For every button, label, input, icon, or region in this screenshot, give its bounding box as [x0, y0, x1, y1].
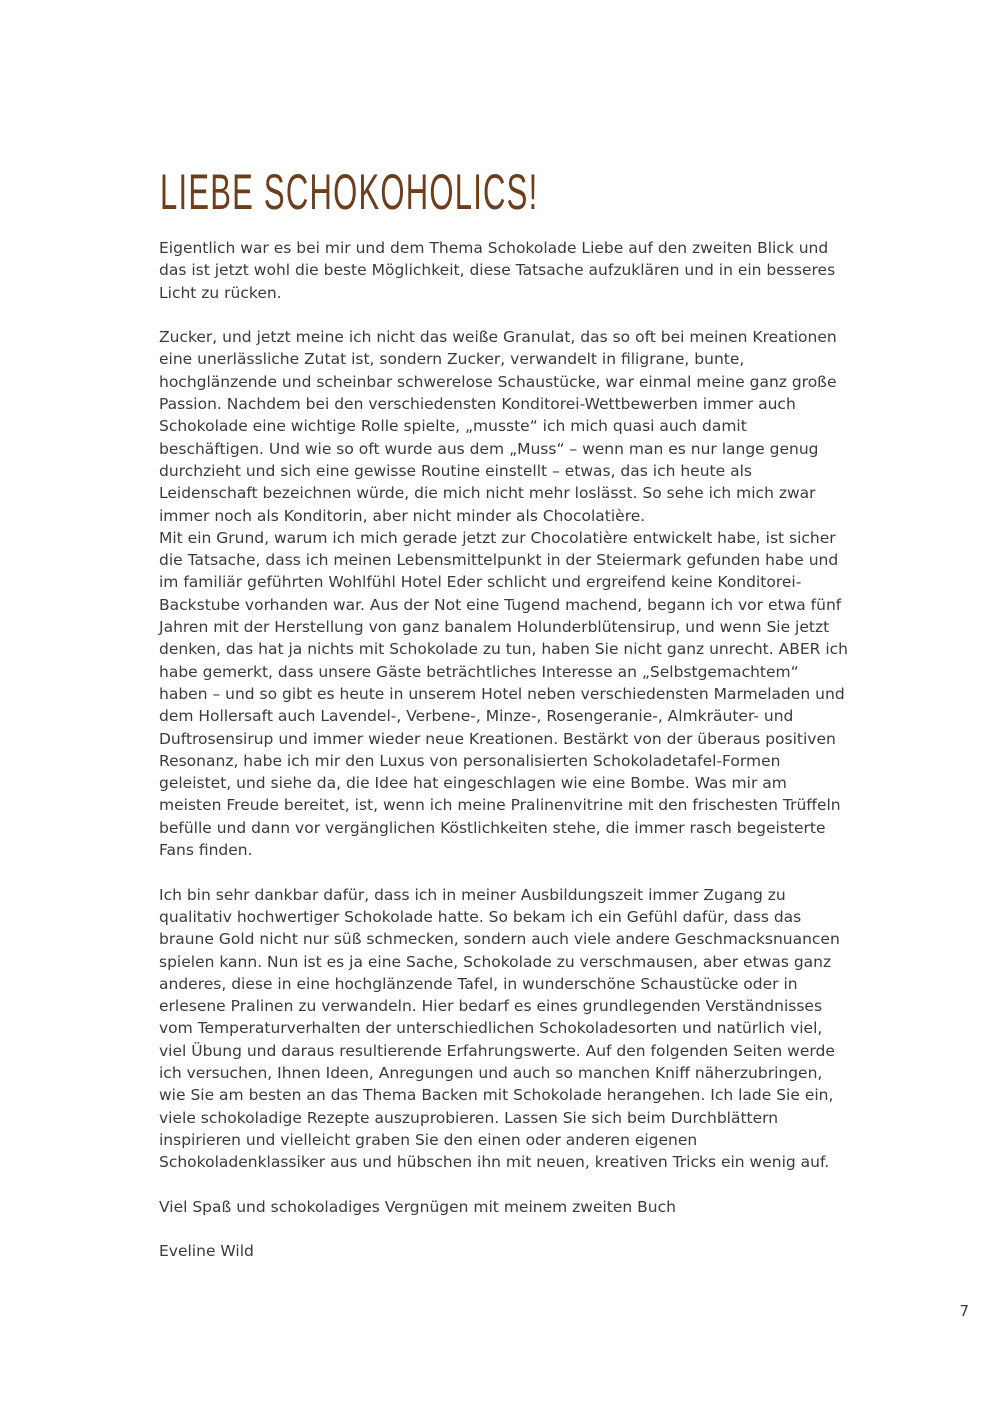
paragraph-spacer: [159, 1173, 849, 1195]
paragraph-spacer: [159, 1218, 849, 1240]
page-title: LIEBE SCHOKOHOLICS!: [160, 164, 539, 220]
paragraph-spacer: [159, 304, 849, 326]
author-signature: Eveline Wild: [159, 1242, 254, 1261]
paragraph-chocolatiere: Mit ein Grund, warum ich mich gerade jetzt zur Chocolatière entwickelt habe, ist sicher die Tatsache, dass ich meinen Lebensmittelpunkt in der Steiermark gefunden habe und im familiär geführten Wohlfühl Hotel Eder schlicht und ergreifend keine Konditorei-Backstube vorhanden war. Aus der Not eine Tugend machend, begann ich vor etwa fünf Jahren mit der Herstellung von ganz banalem Holunderblütensirup, und wenn Sie jetzt denken, das hat ja nichts mit Schokolade zu tun, haben Sie nicht ganz unrecht. ABER ich habe gemerkt, dass unsere Gäste beträchtliches Interesse an „Selbstgemachtem“ haben – und so gibt es heute in unserem Hotel neben verschiedensten Marmeladen und dem Hollersaft auch Lavendel-, Verbene-, Minze-, Rosengeranie-, Almkräuter- und Duftrosensirup und immer wieder neue Kreationen. Bestärkt von der überaus positiven Resonanz, habe ich mir den Luxus von personalisierten Schokoladetafel-Formen geleistet, und siehe da, die Idee hat eingeschlagen wie eine Bombe. Was mir am meisten Freude bereitet, ist, wenn ich meine Pralinenvitrine mit den frischesten Trüffeln befülle und dann vor vergänglichen Köstlichkeiten stehe, die immer rasch begeisterte Fans finden.: [159, 528, 848, 860]
page-number: 7: [959, 1302, 969, 1320]
body-text: [159, 237, 849, 1263]
paragraph-closing: Viel Spaß und schokoladiges Vergnügen mit meinem zweiten Buch: [159, 1197, 676, 1216]
paragraph-gratitude: Ich bin sehr dankbar dafür, dass ich in meiner Ausbildungszeit immer Zugang zu qualitativ hochwertiger Schokolade hatte. So bekam ich ein Gefühl dafür, dass das braune Gold nicht nur süß schmecken, sondern auch viele andere Geschmacksnuancen spielen kann. Nun ist es ja eine Sache, Schokolade zu verschmausen, aber etwas ganz anderes, diese in eine hochglänzende Tafel, in wunderschöne Schaustücke oder in erlesene Pralinen zu verwandeln. Hier bedarf es eines grundlegenden Verständnisses vom Temperaturverhalten der unterschiedlichen Schokoladesorten und natürlich viel, viel Übung und daraus resultierende Erfahrungswerte. Auf den folgenden Seiten werde ich versuchen, Ihnen Ideen, Anregungen und auch so manchen Kniff näherzubringen, wie Sie am besten an das Thema Backen mit Schokolade herangehen. Ich lade Sie ein, viele schokoladige Rezepte auszuprobieren. Lassen Sie sich beim Durchblättern inspirieren und vielleicht graben Sie den einen oder anderen eigenen Schokoladenklassiker aus und hübschen ihn mit neuen, kreativen Tricks ein wenig auf.: [159, 885, 840, 1172]
paragraph-intro: Eigentlich war es bei mir und dem Thema Schokolade Liebe auf den zweiten Blick und das ist jetzt wohl die beste Möglichkeit, diese Tatsache aufzuklären und in ein besseres Licht zu rücken.: [159, 239, 836, 302]
paragraph-spacer: [159, 861, 849, 883]
paragraph-sugar: Zucker, und jetzt meine ich nicht das weiße Granulat, das so oft bei meinen Kreationen eine unerlässliche Zutat ist, sondern Zucker, verwandelt in filigrane, bunte, hochglänzende und scheinbar schwerelose Schaustücke, war einmal meine ganz große Passion. Nachdem bei den verschiedensten Konditorei-Wettbewerben immer auch Schokolade eine wichtige Rolle spielte, „musste“ ich mich quasi auch damit beschäftigen. Und wie so oft wurde aus dem „Muss“ – wenn man es nur lange genug durchzieht und sich eine gewisse Routine einstellt – etwas, das ich heute als Leidenschaft bezeichnen würde, die mich nicht mehr loslässt. So sehe ich mich zwar immer noch als Konditorin, aber nicht minder als Chocolatière.: [159, 328, 837, 525]
